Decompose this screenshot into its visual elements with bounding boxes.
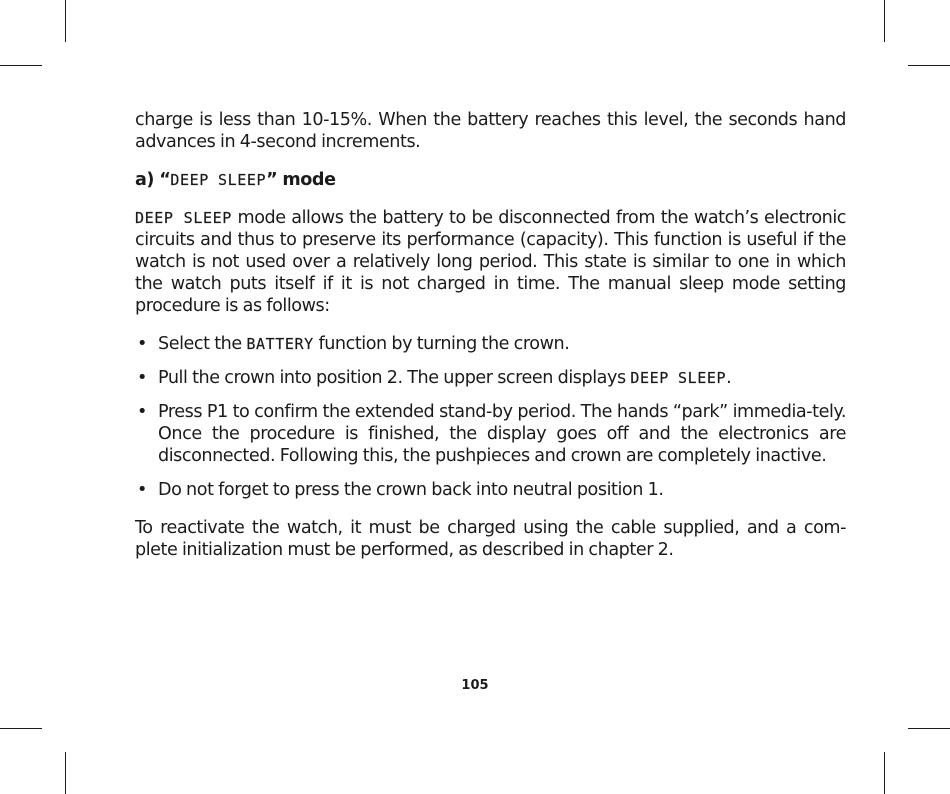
- list-item: [135, 367, 846, 389]
- list-item-lcd-text: BATTERY: [246, 335, 314, 353]
- list-item: [135, 333, 846, 355]
- heading-suffix: ” mode: [266, 170, 336, 190]
- heading-prefix: a) “: [135, 170, 171, 190]
- list-item-text-after: .: [726, 368, 732, 388]
- main-paragraph-text: mode allows the battery to be disconnected from the watch’s electronic circuits and thus to preserve its performance (capacity). This function is useful if the watch is not used over a relatively long period. This state is similar to one in which the watch puts itself if it is not charged in time. The manual sleep mode setting procedure is as follows:: [135, 208, 846, 316]
- crop-mark-bottom-right-vertical: [884, 752, 885, 794]
- bullet-marker: •: [137, 480, 147, 500]
- intro-paragraph: charge is less than 10-15%. When the battery reaches this level, the seconds hand advances in 4-second increments.: [135, 110, 846, 152]
- crop-mark-bottom-right-horizontal: [908, 728, 950, 729]
- closing-paragraph: To reactivate the watch, it must be charged using the cable supplied, and a com-plete initialization must be performed, as described in chapter 2.: [135, 518, 846, 560]
- list-item-text: Press P1 to confirm the extended stand-by period. The hands “park” immedia-tely. Once the procedure is finished, the display goes off and the electronics are disconnected. Following this, the pushpieces and crown are completely inactive.: [158, 402, 846, 466]
- page-number: 105: [461, 678, 489, 693]
- bullet-marker: •: [137, 334, 147, 354]
- main-paragraph: [135, 207, 846, 317]
- crop-mark-top-right-horizontal: [908, 65, 950, 66]
- list-item-lcd-text: DEEP SLEEP: [630, 369, 727, 387]
- crop-mark-bottom-left-horizontal: [0, 728, 42, 729]
- page-body: [135, 109, 846, 561]
- main-lcd-text: DEEP SLEEP: [135, 209, 232, 227]
- list-item-text-before: Pull the crown into position 2. The upper screen displays: [158, 368, 631, 388]
- list-item-text-before: Select the: [158, 334, 247, 354]
- list-item: [135, 401, 846, 467]
- crop-mark-bottom-left-vertical: [65, 752, 66, 794]
- procedure-list: [135, 333, 846, 501]
- crop-mark-top-right-vertical: [884, 0, 885, 42]
- bullet-marker: •: [137, 368, 147, 388]
- list-item-text-after: function by turning the crown.: [313, 334, 570, 354]
- bullet-marker: •: [137, 402, 147, 422]
- list-item-text: Do not forget to press the crown back into neutral position 1.: [158, 480, 664, 500]
- crop-mark-top-left-vertical: [65, 0, 66, 42]
- heading-lcd-text: DEEP SLEEP: [170, 171, 267, 189]
- crop-mark-top-left-horizontal: [0, 65, 42, 66]
- section-heading: [135, 169, 846, 191]
- list-item: [135, 479, 846, 501]
